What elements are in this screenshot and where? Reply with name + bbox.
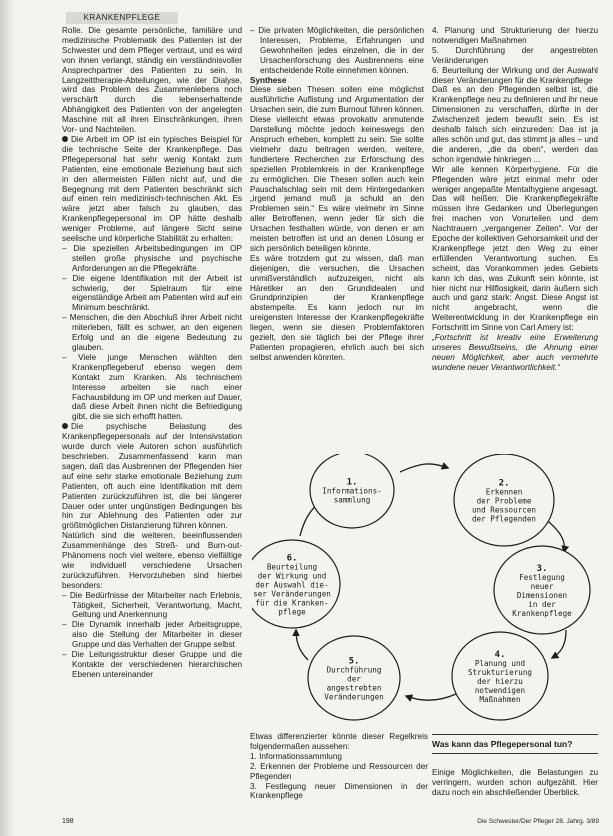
arrow-1-2	[400, 464, 448, 472]
dash-list-item: – Die Leitungsstruktur dieser Gruppe und die Kontakte der verschiedenen hierarchischen Ebenen untereinander	[62, 650, 242, 679]
paragraph: Wir alle kennen Körperhygiene. Für die Pflegenden wäre jetzt einmal mehr oder weniger angepaßte Mentalhygiene angesagt. Das will heißen: Die Krankenpflegekräfte müssen ihre Gedanken und Überlegungen frei machen von Vorurteilen und dem Nachtrauern „vergangener Zeiten“. Vor der Epoche der kollektiven Gehorsamkeit und der Krankenpflege jetzt den Weg zu einer erfüllenden Verantwortung suchen. Es scheint, das Vorankommen jedes Gebiets kann ich das, was Zukunft sein könnte, ist hier nicht nur Hilflosigkeit, darin äußern sich auch und ganz stark: Angst. Diese Angst ist nicht angebracht, wenn die Weiterentwicklung in der Krankenpflege ein Fortschritt im Sinne von Carl Amery ist:	[432, 164, 598, 333]
node-label-line: Dimensionen	[516, 591, 568, 600]
dash-list-item: – Die eigene Identifikation mit der Arbeit ist schwierig, der Spielraum für eine eigenständige Arbeit am Patienten wird auf ein Minimum beschränkt.	[62, 273, 242, 313]
bullet-paragraph	[62, 422, 242, 531]
sidebar-text	[432, 768, 598, 812]
node-label-line: der Pflegenden	[471, 514, 537, 524]
text-column-1	[62, 26, 242, 811]
quote: „Fortschritt ist kreativ eine Erweiterung unseres Bewußtseins, die Ahnung einer neuen Möglichkeit, aber auch vermehrte wundene neuer Verantwortlichkeit.“	[432, 333, 598, 372]
sidebar-paragraph: Einige Möglichkeiten, die Belastungen zu verringern, wurden schon aufgezählt. Hier dazu noch ein abschließender Überblick.	[432, 768, 598, 797]
node-label-line: Planung und	[474, 659, 526, 668]
node-label-line: Veränderungen	[324, 692, 384, 702]
node-number: 1.	[346, 477, 358, 488]
page-binding-shadow	[0, 0, 16, 836]
node-label-line: sammlung	[333, 495, 371, 505]
node-label-line: angestrebten	[326, 683, 382, 693]
node-label-line: neuer	[530, 582, 554, 591]
arrow-5-6	[296, 630, 308, 660]
dash-list-item: – Viele junge Menschen wählten den Krankenpflegeberuf ebenso wegen dem Kontakt zum Kranken. Als technischem Interesse arbeiten sie nach einer Fachausbildung im OP und merken auf Dauer, daß diese Arbeit ihnen nicht die Befriedigung gibt, die sie sich erhofft hatten.	[62, 352, 242, 422]
node-label-line: Erkennen	[485, 487, 523, 497]
node-label-line: Maßnahmen	[479, 695, 521, 704]
bullet-icon	[62, 423, 68, 429]
journal-footer: Die Schwester/Der Pfleger 28. Jahrg. 3/89	[477, 818, 599, 825]
dash-list-item: – Die Dynamik innerhalb jeder Arbeitsgruppe, also die Stellung der Mitarbeiter in dieser Gruppe und das Verhalten der Gruppe selbst	[62, 620, 242, 650]
node-label-line: der Wirkung und	[257, 571, 327, 581]
cycle-node-1	[310, 454, 394, 528]
node-label-line: der	[347, 674, 361, 684]
bullet-paragraph	[62, 135, 242, 244]
node-label-line: Festlegung	[519, 573, 565, 582]
paragraph: Natürlich sind die weiteren, beeinflussenden Zusammenhänge des Streß- und Burn-out-Phänomens noch viel weitere, ebenso vielfältige wie individuell verschiedene Ursachen zurückzuführen. Hervorzuheben sind hierbei besonders:	[62, 531, 242, 590]
sidebar-heading: Was kann das Pflegepersonal tun?	[432, 734, 598, 754]
bullet-text: Die Arbeit im OP ist ein typisches Beispiel für die technische Seite der Krankenpflege. Das Pflegepersonal hat sehr wenig Kontakt zum Patienten, eine emotionale Beziehung baut sich in den allermeisten Fällen nicht auf, und die Begegnung mit dem Patienten beschränkt sich auf einen rein medizinisch-technischen Akt. Es wäre jetzt aber falsch zu glauben, das Krankenpflegepersonal im OP hätte deshalb weniger Probleme, auf längere Sicht seine seelische und körperliche Stabilität zu erhalten:	[62, 134, 242, 244]
text-column-3	[432, 26, 598, 450]
dash-list-item: – Die speziellen Arbeitsbedingungen im OP stellen große physische und psychische Anforderungen an die Pflegekräfte.	[62, 243, 242, 273]
node-label-line: Durchführung	[326, 665, 382, 675]
bullet-text: Die psychische Belastung des Krankenpflegepersonals auf der Intensivstation wurde durch viele Autoren schon ausführlich beschrieben. Zusammenfassend kann man sagen, daß das Ausbrennen der Pflegenden hier auf eine sehr starke emotionale Beziehung zum Patienten, oft auch eine Identifikation mit dem Patienten zurückzuführen ist, die bei längerer Dauer oder unter ungünstigen Bedingungen bis hin zur Ablehnung des Patienten oder zur größtmöglichen Distanzierung führen können.	[62, 422, 242, 531]
node-label-line: der hierzu	[477, 677, 523, 686]
node-label-line: pflege	[278, 607, 306, 617]
section-tag: KRANKENPFLEGE	[66, 12, 178, 24]
node-label-line: ser Veränderungen	[253, 589, 331, 599]
cycle-node-2	[454, 454, 554, 546]
cycle-node-5	[308, 636, 400, 720]
node-label-line: Krankenpflege	[512, 609, 572, 618]
node-label-line: und Ressourcen	[471, 505, 537, 515]
dash-list-item: – Menschen, die den Abschluß ihrer Arbeit nicht miterleben, fällt es schwer, an den eigenen Erfolg und an die eigene Bedeutung zu glauben.	[62, 313, 242, 352]
arrow-3-4	[552, 630, 566, 658]
paragraph: 6. Beurteilung der Wirkung und der Auswahl dieser Veränderungen für die Krankenpflege	[432, 65, 598, 85]
paragraph: Diese sieben Thesen sollen eine möglichst ausführliche Auflistung und Argumentation der Ursachen sein, die zum Burnout führen können. Diese vielleicht etwas provokativ anmutende Darstellung möchte jedoch keineswegs den Anspruch erheben, komplett zu sein. Sie sollte vielmehr dazu beitragen werden, weitere, fundiertere Recherchen zur Erforschung des speziellen Problemkreis in der Krankenpflege zu ermöglichen. Die Thesen sollen auch kein Pauschalschlag sein mit dem Hintergedanken „irgend jemand muß ja schuld an den Problemen sein.“ Es wäre vielmehr im Sinne aller Betroffenen, wenn jeder für sich die Ursachen festhalten würde, von denen er am meisten betroffen ist und an denen Lösung er sich persönlich beteiligen könnte.	[250, 85, 424, 253]
paragraph: 2. Erkennen der Probleme und Ressourcen der Pflegenden	[250, 761, 428, 781]
node-label-line: Beurteilung	[266, 562, 318, 572]
paragraph: Daß es an den Pflegenden selbst ist, die Krankenpflege neu zu definieren und ihr neue Dimensionen zu verschaffen, dürfte in der Zwischenzeit jedem bewußt sein. Es ist deshalb falsch sich einzureden: Das ist ja alles schön und gut, das stimmt ja alles – und die anderen, „die da oben“, werden das schon irgendwie hinkriegen ...	[432, 85, 598, 164]
text-column-4	[250, 732, 428, 812]
cycle-node-6	[252, 540, 340, 628]
paragraph: 3. Festlegung neuer Dimensionen in der Krankenpflege	[250, 781, 428, 801]
regelkreis-diagram	[252, 454, 598, 728]
node-label-line: für die Kranken-	[255, 598, 329, 608]
dash-list-item: – Die privaten Möglichkeiten, die persönlichen Interessen, Probleme, Erfahrungen und Gewohnheiten jedes einzelnen, die in der Ursachenforschung des Ausbrennens eine entscheidende Rolle einnehmen können.	[250, 26, 424, 75]
paragraph: 4. Planung und Strukturierung der hierzu notwendigen Maßnahmen	[432, 26, 598, 45]
node-label-line: der Auswahl die-	[255, 580, 329, 590]
node-label-line: in der	[528, 600, 556, 609]
paragraph: 5. Durchführung der angestrebten Veränderungen	[432, 45, 598, 65]
node-label-line: der Probleme	[476, 496, 532, 506]
dash-list-item: – Die Bedürfnisse der Mitarbeiter nach Erlebnis, Tätigkeit, Sicherheit, Verantwortung, Macht, Geltung und Anerkennung	[62, 590, 242, 620]
cycle-node-4	[452, 632, 548, 720]
paragraph: Es wäre trotzdem gut zu wissen, daß man diejenigen, die versuchen, die Ursachen unmißverständlich aufzuzeigen, nicht als Häretiker an den Grundidealen und Grundprinzipien der Krankenpflege abstempelte. Es kann jedoch nur im ureigensten Interesse der Krankenpflegekräfte liegen, wenn sie diesen Problemfaktoren gezielt, den sie täglich bei der Pflege ihrer Patienten propagieren, ehrlich auch bei sich selbst anwenden könnten.	[250, 253, 424, 362]
bullet-icon	[62, 136, 68, 142]
text-column-2	[250, 26, 424, 450]
node-label-line: Informations-	[322, 486, 382, 496]
node-label-line: Strukturierung	[467, 668, 533, 677]
subheading: Synthese	[250, 75, 287, 85]
node-number: 4.	[494, 650, 506, 660]
paragraph: 1. Informationssammlung	[250, 751, 342, 761]
page-number: 198	[62, 818, 74, 825]
node-number: 2.	[498, 478, 510, 489]
node-number: 6.	[286, 553, 298, 564]
node-label-line: notwendigen	[474, 686, 526, 695]
node-number: 3.	[536, 564, 548, 574]
arrow-4-5	[406, 694, 456, 700]
paragraph: Rolle. Die gesamte persönliche, familiäre und medizinische Problematik des Patienten ist der Schwester und dem Pfleger vertraut, und es wird von ihnen verlangt, ständig ein verständnisvoller Ansprechpartner des Patienten zu sein. In Langzeittherapie-Abteilungen, wie der Dialyse, wird das Problem des Zusammenlebens noch verschärft durch die lebenserhaltende Abhängigkeit des Patienten von der angelegten Maschine mit all ihren Einschränkungen, ihren Vor- und Nachteilen.	[62, 26, 242, 135]
paragraph: Etwas differenzierter könnte dieser Regelkreis folgendermaßen aussehen:	[250, 732, 428, 751]
node-number: 5.	[348, 656, 360, 667]
cycle-node-3	[494, 546, 590, 634]
